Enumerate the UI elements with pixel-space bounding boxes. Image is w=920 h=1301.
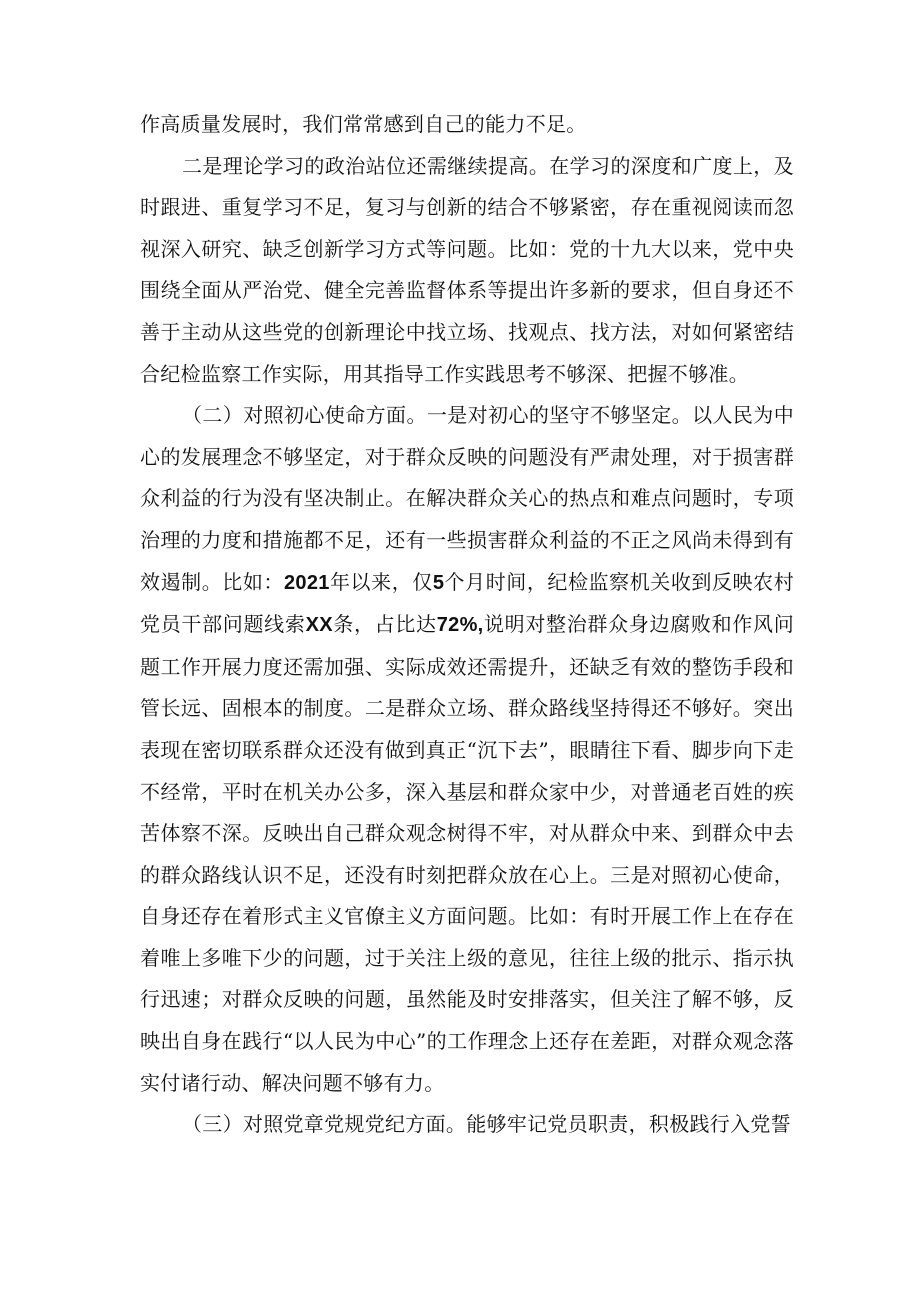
number-year: 2021: [284, 571, 330, 594]
paragraph-original-mission: [140, 395, 794, 1104]
number-percentage: 72%,: [436, 614, 484, 637]
text-segment: 个月时间，纪检监察机关收到反映农村党员干部问题线索: [140, 569, 794, 637]
document-body: [140, 104, 794, 1146]
text-segment: 条，占比达: [332, 612, 437, 637]
text-segment: 年以来，仅: [329, 569, 433, 594]
text-segment: 说明对整治群众身边腐败和作风问题工作开展力度还需加强、实际成效还需提升，还缺乏有效的整饬手段和管长远、固根本的制度。二是群众立场、群众路线坚持得还不够好。突出表现在密切联系群众还没有做到真正“沉下去”，眼睛往下看、脚步向下走不经常，平时在机关办公多，深入基层和群众家中少，对普通老百姓的疾苦体察不深。反映出自己群众观念树得不牢，对从群众中来、到群众中去的群众路线认识不足，还没有时刻把群众放在心上。三是对照初心使命，自身还存在着形式主义官僚主义方面问题。比如：有时开展工作上在存在着唯上多唯下少的问题，过于关注上级的意见，往往上级的批示、指示执行迅速；对群众反映的问题，虽然能及时安排落实，但关注了解不够，反映出自身在践行“以人民为中心”的工作理念上还存在差距，对群众观念落实付诸行动、解决问题不够有力。: [140, 612, 795, 1095]
text-segment: （三）对照党章党规党纪方面。能够牢记党员职责，积极践行入党誓: [182, 1112, 791, 1137]
number-clue-count: XX: [305, 614, 333, 637]
text-segment: 二是理论学习的政治站位还需继续提高。在学习的深度和广度上，及时跟进、重复学习不足，复习与创新的结合不够紧密，存在重视阅读而忽视深入研究、缺乏创新学习方式等问题。比如：党的十九大以来，党中央围绕全面从严治党、健全完善监督体系等提出许多新的要求，但自身还不善于主动从这些党的创新理论中找立场、找观点、找方法，对如何紧密结合纪检监察工作实际，用其指导工作实践思考不够深、把握不够准。: [140, 153, 794, 386]
text-segment: 作高质量发展时，我们常常感到自己的能力不足。: [140, 112, 587, 136]
paragraph-theory-study: [140, 146, 794, 396]
paragraph-continuation: [140, 104, 794, 146]
number-months: 5: [432, 571, 445, 594]
paragraph-party-rules: [140, 1104, 794, 1146]
text-segment: （二）对照初心使命方面。一是对初心的坚守不够坚定。以人民为中心的发展理念不够坚定，对于群众反映的问题没有严肃处理，对于损害群众利益的行为没有坚决制止。在解决群众关心的热点和难点问题时，专项治理的力度和措施都不足，还有一些损害群众利益的不正之风尚未得到有效遏制。比如：: [140, 403, 794, 594]
